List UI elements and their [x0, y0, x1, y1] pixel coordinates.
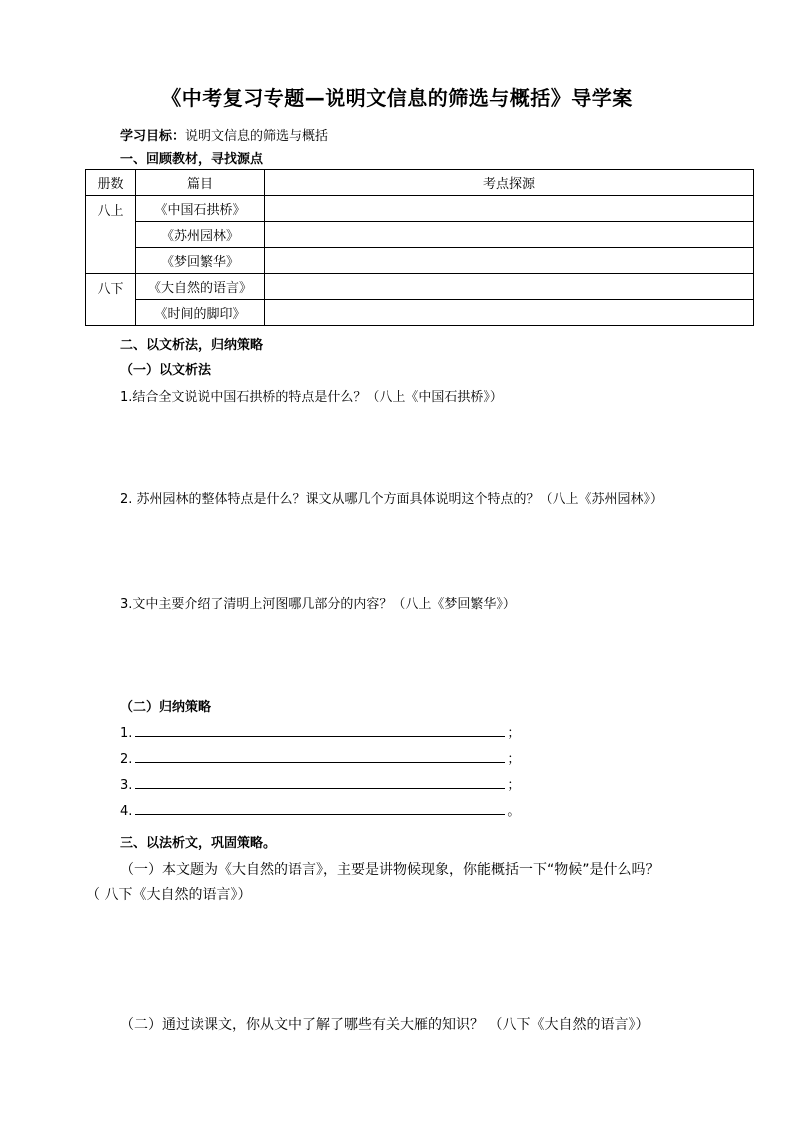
section-3-question-1: （一）本文题为《大自然的语言》，主要是讲物候现象，你能概括一下“物候”是什么吗？ — [120, 862, 660, 878]
objective-label: 学习目标： — [120, 129, 186, 144]
question-2: 2. 苏州园林的整体特点是什么？课文从哪几个方面具体说明这个特点的？（八上《苏州园林》） — [120, 492, 664, 507]
answer-blank[interactable] — [135, 750, 505, 763]
page-title: 《中考复习专题—说明文信息的筛选与概括》导学案 — [161, 86, 633, 110]
strategy-line — [120, 722, 520, 741]
source-cell[interactable] — [265, 248, 754, 274]
table-row — [86, 222, 754, 248]
question-3: 3.文中主要介绍了清明上河图哪几部分的内容？（八上《梦回繁华》） — [120, 597, 516, 612]
section-3-question-2: （二）通过读课文，你从文中了解了哪些有关大雁的知识？ （八下《大自然的语言》） — [120, 1017, 650, 1033]
source-cell[interactable] — [265, 300, 754, 326]
blank-number: 2. — [120, 752, 133, 767]
strategy-line — [120, 774, 520, 793]
header-cell-grade: 册数 — [86, 170, 136, 196]
section-2-sub1: （一）以文析法 — [120, 363, 212, 378]
table-row — [86, 248, 754, 274]
answer-blank[interactable] — [135, 776, 505, 789]
grade-cell: 八下 — [86, 274, 136, 326]
table-row — [86, 196, 754, 222]
table-row — [86, 300, 754, 326]
blank-end: ； — [507, 778, 521, 793]
title-cell: 《大自然的语言》 — [136, 274, 265, 300]
blank-number: 1. — [120, 726, 133, 741]
section-2-sub2: （二）归纳策略 — [120, 700, 212, 715]
source-cell[interactable] — [265, 196, 754, 222]
strategy-line — [120, 748, 520, 767]
section-3-question-1-source: （ 八下《大自然的语言》） — [86, 887, 252, 903]
table-row — [86, 274, 754, 300]
source-cell[interactable] — [265, 274, 754, 300]
objective-text: 说明文信息的筛选与概括 — [185, 129, 329, 144]
header-cell-source: 考点探源 — [265, 170, 754, 196]
learning-objective — [120, 125, 328, 144]
section-1-heading: 一、回顾教材，寻找源点 — [120, 152, 264, 167]
section-3-heading: 三、以法析文，巩固策略。 — [120, 836, 277, 851]
title-cell: 《苏州园林》 — [136, 222, 265, 248]
strategy-line — [120, 800, 520, 819]
title-cell: 《中国石拱桥》 — [136, 196, 265, 222]
question-1: 1.结合全文说说中国石拱桥的特点是什么？（八上《中国石拱桥》） — [120, 390, 503, 405]
blank-end: 。 — [507, 804, 521, 819]
blank-number: 3. — [120, 778, 133, 793]
answer-blank[interactable] — [135, 724, 505, 737]
title-cell: 《梦回繁华》 — [136, 248, 265, 274]
answer-blank[interactable] — [135, 802, 505, 815]
source-cell[interactable] — [265, 222, 754, 248]
grade-cell: 八上 — [86, 196, 136, 274]
title-cell: 《时间的脚印》 — [136, 300, 265, 326]
blank-end: ； — [507, 752, 521, 767]
source-table — [85, 169, 754, 326]
header-cell-title: 篇目 — [136, 170, 265, 196]
blank-end: ； — [507, 726, 521, 741]
table-header-row — [86, 170, 754, 196]
blank-number: 4. — [120, 804, 133, 819]
section-2-heading: 二、以文析法，归纳策略 — [120, 338, 264, 353]
